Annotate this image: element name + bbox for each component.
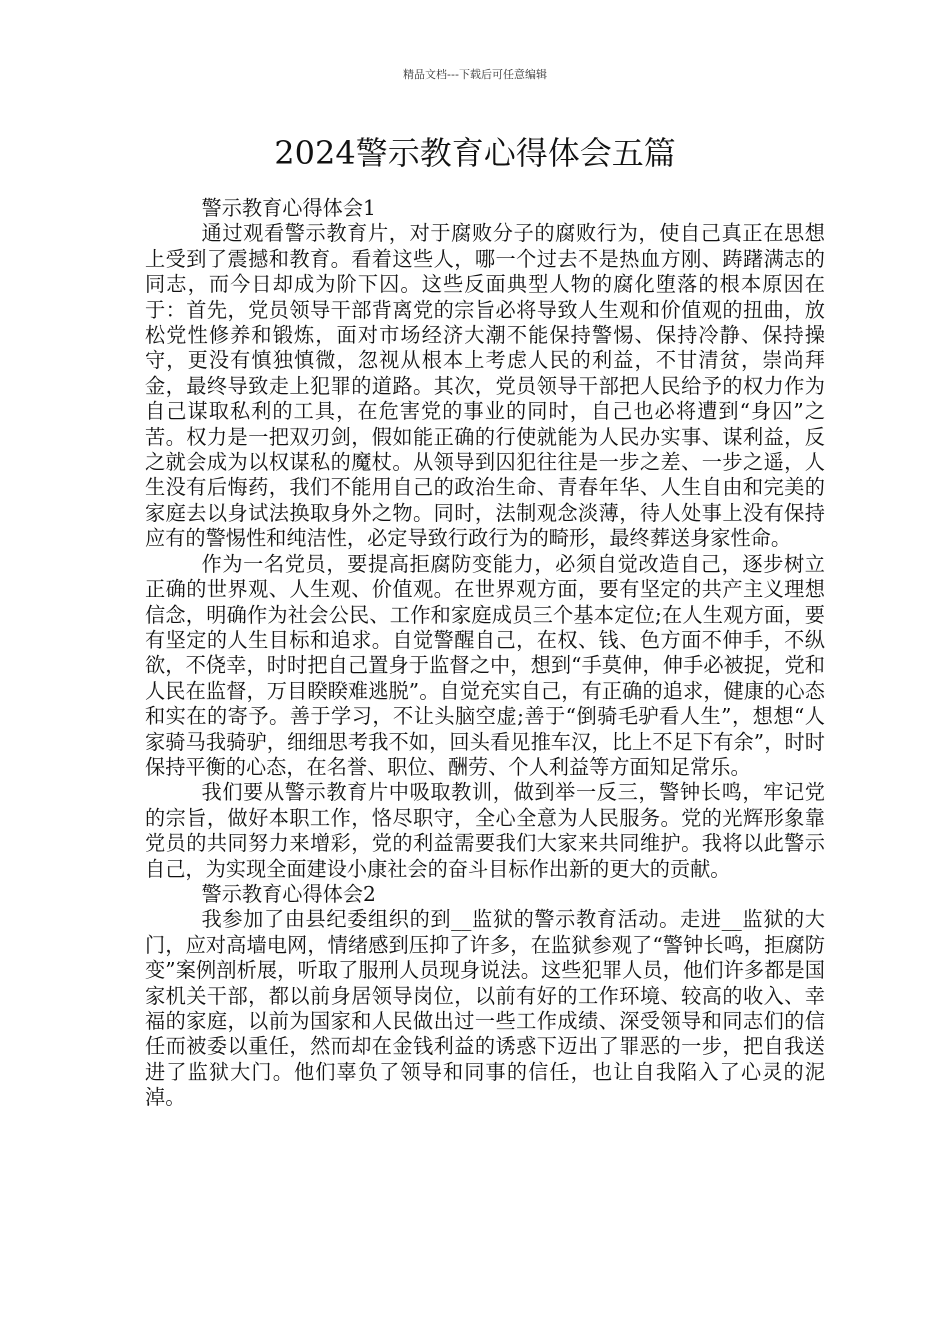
document-body: [145, 196, 825, 1111]
section-heading: 警示教育心得体会1: [201, 196, 376, 220]
header-note: 精品文档---下载后可任意编辑: [403, 68, 547, 81]
body-paragraph: 我参加了由县纪委组织的到__监狱的警示教育活动。走进__监狱的大门，应对高墙电网，情绪感到压抑了许多，在监狱参观了“警钟长鸣，拒腐防变”案例剖析展，听取了服刑人员现身说法。这些犯罪人员，他们许多都是国家机关干部，都以前身居领导岗位，以前有好的工作环境、较高的收入、幸福的家庭，以前为国家和人民做出过一些工作成绩、深受领导和同志们的信任而被委以重任，然而却在金钱利益的诱惑下迈出了罪恶的一步，把自我送进了监狱大门。他们辜负了领导和同事的信任，也让自我陷入了心灵的泥淖。: [145, 907, 825, 1110]
section-heading: 警示教育心得体会2: [201, 881, 376, 906]
body-paragraph: 通过观看警示教育片，对于腐败分子的腐败行为，使自己真正在思想上受到了震撼和教育。看着这些人，哪一个过去不是热血方刚、踌躇满志的同志，而今日却成为阶下囚。这些反面典型人物的腐化堕落的根本原因在于：首先，党员领导干部背离党的宗旨必将导致人生观和价值观的扭曲，放松党性修养和锻炼，面对市场经济大潮不能保持警惕、保持冷静、保持操守，更没有慎独慎微，忽视从根本上考虑人民的利益，不甘清贫，崇尚拜金，最终导致走上犯罪的道路。其次，党员领导干部把人民给予的权力作为自己谋取私利的工具，在危害党的事业的同时，自己也必将遭到“身囚”之苦。权力是一把双刃剑，假如能正确的行使就能为人民办实事、谋利益，反之就会成为以权谋私的魔杖。从领导到囚犯往往是一步之差、一步之遥，人生没有后悔药，我们不能用自己的政治生命、青春年华、人生自由和完美的家庭去以身试法换取身外之物。同时，法制观念淡薄，待人处事上没有保持应有的警惕性和纯洁性，必定导致行政行为的畸形，最终葬送身家性命。: [145, 221, 825, 551]
body-paragraph: 作为一名党员，要提高拒腐防变能力，必须自觉改造自己，逐步树立正确的世界观、人生观、价值观。在世界观方面，要有坚定的共产主义理想信念，明确作为社会公民、工作和家庭成员三个基本定位;在人生观方面，要有坚定的人生目标和追求。自觉警醒自己，在权、钱、色方面不伸手，不纵欲，不侥幸，时时把自己置身于监督之中，想到“手莫伸，伸手必被捉，党和人民在监督，万目睽睽难逃脱”。自觉充实自己，有正确的追求，健康的心态和实在的寄予。善于学习，不让头脑空虚;善于“倒骑毛驴看人生”，想想“人家骑马我骑驴，细细思考我不如，回头看见推车汉，比上不足下有余”，时时保持平衡的心态，在名誉、职位、酬劳、个人利益等方面知足常乐。: [145, 551, 825, 779]
body-paragraph: 我们要从警示教育片中吸取教训，做到举一反三，警钟长鸣，牢记党的宗旨，做好本职工作，恪尽职守，全心全意为人民服务。党的光辉形象靠党员的共同努力来增彩，党的利益需要我们大家来共同维护。我将以此警示自己，为实现全面建设小康社会的奋斗目标作出新的更大的贡献。: [145, 780, 825, 881]
document-title: 2024警示教育心得体会五篇: [274, 134, 676, 172]
